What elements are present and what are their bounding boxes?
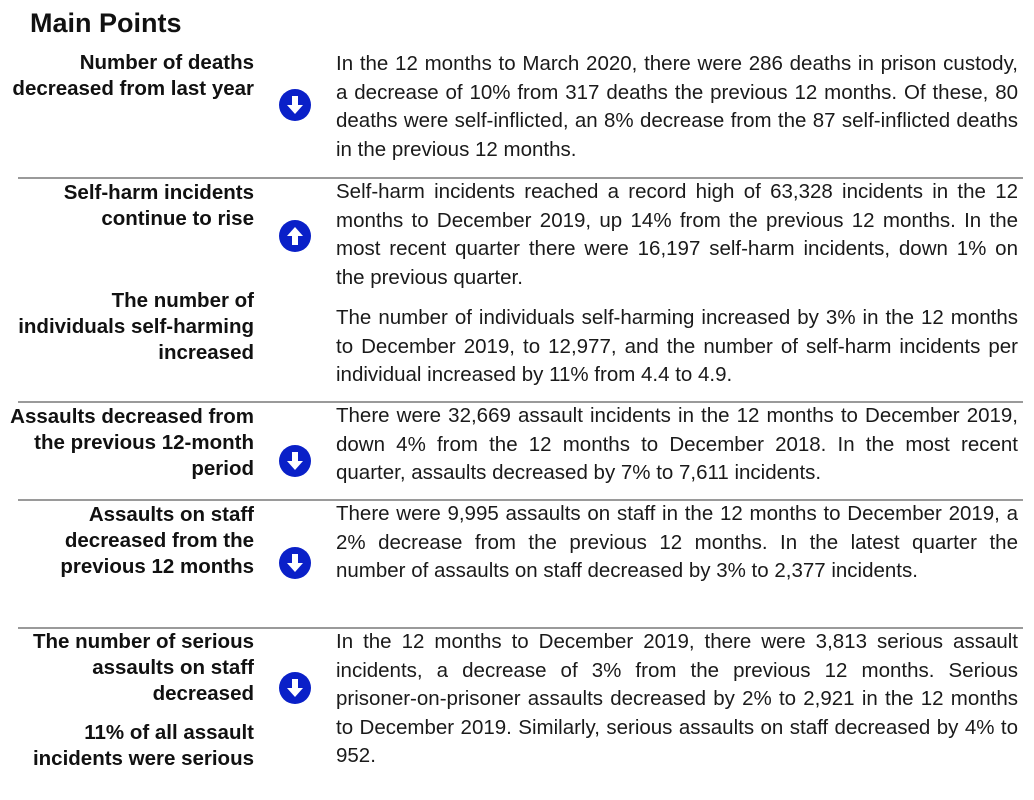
- section-text-individuals: The number of individuals self-harming increased by 3% in the 12 months to December 2019, to 12,977, and the number of self-harm incidents per individual increased by 11% from 4.4 to 4.9.: [336, 306, 1018, 386]
- down-arrow-icon: [278, 546, 312, 580]
- section-label-assaults: Assaults decreased from the previous 12-month period: [10, 405, 254, 480]
- section-text-serious-assaults: In the 12 months to December 2019, there were 3,813 serious assault incidents, a decrease of 3% from the previous 12 months. Serious prisoner-on-prisoner assaults decreased by 2% to 2,921 in the 12 months to December 2019. Similarly, serious assaults on staff decreased by 4% to 952.: [336, 630, 1018, 767]
- up-arrow-icon: [278, 219, 312, 253]
- page-title: Main Points: [30, 8, 182, 38]
- section-label-deaths: Number of deaths decreased from last year: [12, 51, 254, 100]
- section-text-assaults: There were 32,669 assault incidents in the 12 months to December 2019, down 4% from the 12 months to December 2018. In the most recent quarter, assaults decreased by 7% to 7,611 incidents.: [336, 404, 1018, 484]
- section-text-self-harm: Self-harm incidents reached a record high of 63,328 incidents in the 12 months to December 2019, up 14% from the previous 12 months. In the most recent quarter there were 16,197 self-harm incidents, down 1% on the previous quarter.: [336, 180, 1018, 289]
- section-label-individuals: The number of individuals self-harming increased: [18, 289, 254, 364]
- section-text-deaths: In the 12 months to March 2020, there were 286 deaths in prison custody, a decrease of 10% from 317 deaths the previous 12 months. Of these, 80 deaths were self-inflicted, an 8% decrease from the 87 self-inflicted deaths in the previous 12 months.: [336, 52, 1018, 161]
- section-label-self-harm: Self-harm incidents continue to rise: [63, 181, 254, 230]
- section-label-assaults-on-staff: Assaults on staff decreased from the previous 12 months: [60, 503, 254, 578]
- down-arrow-icon: [278, 444, 312, 478]
- section-label-serious-assaults: The number of serious assaults on staff decreased: [33, 630, 254, 705]
- section-text-assaults-on-staff: There were 9,995 assaults on staff in the 12 months to December 2019, a 2% decrease from the previous 12 months. In the latest quarter the number of assaults on staff decreased by 3% to 2,377 incidents.: [336, 502, 1018, 582]
- section-label-serious-share: 11% of all assault incidents were serious: [32, 721, 254, 770]
- down-arrow-icon: [278, 88, 312, 122]
- down-arrow-icon: [278, 671, 312, 705]
